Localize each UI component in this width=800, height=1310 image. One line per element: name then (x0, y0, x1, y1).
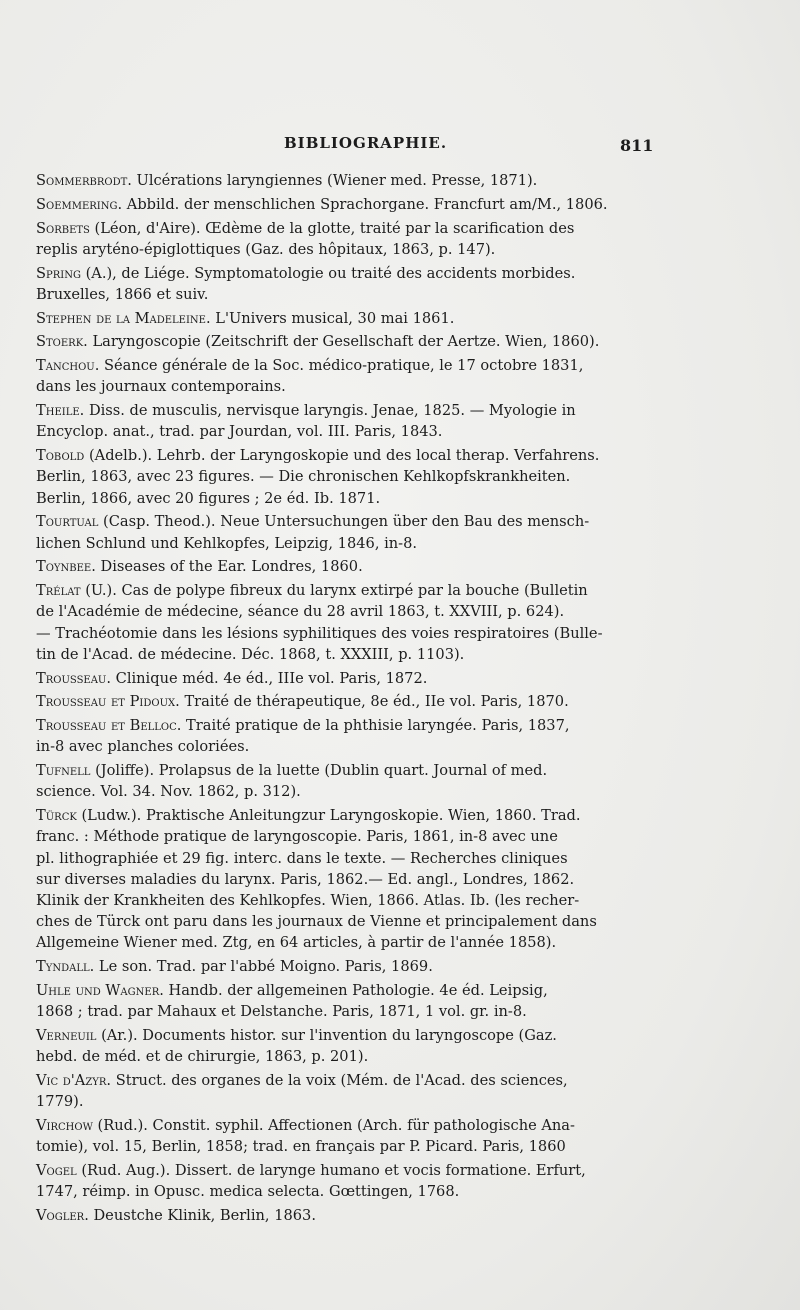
entry-text: (Adelb.). Lehrb. der Laryngoskopie und des local therap. Verfahrens. (88, 447, 600, 465)
entry-line (36, 932, 658, 953)
entry-author: Sommerbrodt. (36, 172, 132, 189)
entry-author: Tobold (36, 447, 85, 465)
entry-text: 1868 ; trad. par Mahaux et Delstanche. Paris, 1871, 1 vol. gr. in-8. (36, 1003, 527, 1021)
entry-author: Toynbee. (36, 558, 96, 576)
entry-author: Vogler. (36, 1207, 89, 1224)
bibliography-entry (36, 1025, 658, 1067)
bibliography-entry (36, 580, 658, 665)
bibliography-entry (36, 445, 658, 509)
entry-text: Klinik der Krankheiten des Kehlkopfes. Wien, 1866. Atlas. Ib. (les recher- (36, 892, 580, 909)
bibliography-entry (36, 668, 658, 689)
entry-line (36, 715, 658, 736)
entry-author: Trousseau et Pidoux. (36, 693, 180, 711)
entry-text: Struct. des organes de la voix (Mém. de l'Acad. des sciences, (115, 1072, 568, 1089)
entry-text: Diseases of the Ear. Londres, 1860. (100, 558, 363, 576)
entry-author: Vogel (36, 1162, 77, 1179)
entry-author: Spring (36, 264, 81, 282)
entry-line (36, 284, 658, 305)
bibliography-entry (36, 956, 658, 977)
entry-text: Clinique méd. 4e éd., IIIe vol. Paris, 1872. (115, 669, 428, 687)
entry-author: Tyndall. (36, 958, 95, 976)
entry-line (36, 239, 658, 260)
entry-text: hebd. de méd. et de chirurgie, 1863, p. 201). (36, 1048, 369, 1066)
entry-line (36, 1160, 658, 1181)
entry-author: Tanchou. (36, 357, 100, 375)
bibliography-entry (36, 1070, 658, 1112)
entry-text: Encyclop. anat., trad. par Jourdan, vol. III. Paris, 1843. (36, 423, 443, 441)
entry-text: (Ludw.). Praktische Anleitungzur Laryngoskopie. Wien, 1860. Trad. (81, 807, 581, 825)
entry-line (36, 1181, 658, 1202)
entry-line (36, 623, 658, 644)
entry-text: — Trachéotomie dans les lésions syphilitiques des voies respiratoires (Bulle- (36, 624, 603, 642)
bibliography-entry (36, 805, 658, 953)
entry-author: Soemmering. (36, 195, 123, 213)
entry-text: Deustche Klinik, Berlin, 1863. (93, 1207, 316, 1224)
entry-text: de l'Académie de médecine, séance du 28 avril 1863, t. XXVIII, p. 624). (36, 603, 565, 621)
entry-line (36, 1001, 658, 1022)
entry-author: Trousseau. (36, 669, 112, 687)
entry-author: Türck (36, 807, 77, 825)
entry-text: ches de Türck ont paru dans les journaux de Vienne et principalement dans (36, 913, 597, 931)
entry-text: 1779). (36, 1093, 84, 1111)
entry-line (36, 218, 658, 239)
bibliography-entry (36, 1205, 658, 1226)
entry-line (36, 956, 658, 977)
entry-text: Handb. der allgemeinen Pathologie. 4e éd. Leipsig, (168, 982, 548, 999)
entry-line (36, 1070, 658, 1091)
entry-line (36, 263, 658, 284)
entry-author: Virchow (36, 1117, 93, 1134)
entry-line (36, 533, 658, 554)
entry-line (36, 1115, 658, 1136)
entry-text: Le son. Trad. par l'abbé Moigno. Paris, 1869. (98, 958, 433, 976)
entry-line (36, 511, 658, 532)
entry-line (36, 760, 658, 781)
entry-line (36, 400, 658, 421)
entry-text: (Rud. Aug.). Dissert. de larynge humano et vocis formatione. Erfurt, (81, 1162, 586, 1179)
entry-line (36, 1136, 658, 1157)
entry-text: Berlin, 1866, avec 20 figures ; 2e éd. Ib. 1871. (36, 489, 381, 507)
entry-author: Stoerk. (36, 333, 88, 351)
entry-author: Sorbets (36, 219, 90, 237)
running-header (36, 134, 656, 158)
entry-text: 1747, réimp. in Opusc. medica selecta. Gœttingen, 1768. (36, 1183, 460, 1201)
entry-text: Traité pratique de la phthisie laryngée. Paris, 1837, (186, 717, 570, 735)
entry-line (36, 488, 658, 509)
bibliography-entry (36, 194, 658, 215)
entry-line (36, 890, 658, 911)
entry-text: (Joliffe). Prolapsus de la luette (Dublin quart. Journal of med. (95, 762, 548, 780)
entry-text: Allgemeine Wiener med. Ztg, en 64 articles, à partir de l'année 1858). (36, 934, 557, 952)
entry-text: (Rud.). Constit. syphil. Affectionen (Arch. für pathologische Ana- (97, 1117, 575, 1134)
entry-line (36, 1046, 658, 1067)
entry-text: sur diverses maladies du larynx. Paris, 1862.— Ed. angl., Londres, 1862. (36, 870, 575, 888)
entry-text: Abbild. der menschlichen Sprachorgane. Francfurt am/M., 1806. (126, 195, 608, 213)
bibliography-entry (36, 218, 658, 260)
entry-text: dans les journaux contemporains. (36, 378, 286, 396)
bibliography-entry (36, 170, 658, 191)
bibliography-entry (36, 1160, 658, 1202)
page-title: BIBLIOGRAPHIE. (284, 134, 448, 152)
entry-line (36, 421, 658, 442)
entry-text: (Casp. Theod.). Neue Untersuchungen über den Bau des mensch- (103, 513, 590, 531)
entry-author: Tufnell (36, 762, 91, 780)
entry-line (36, 781, 658, 802)
entry-line (36, 1025, 658, 1046)
entry-text: tomie), vol. 15, Berlin, 1858; trad. en français par P. Picard. Paris, 1860 (36, 1138, 566, 1156)
entry-line (36, 194, 658, 215)
entry-line (36, 556, 658, 577)
entry-text: in-8 avec planches coloriées. (36, 738, 250, 756)
entry-line (36, 466, 658, 487)
entry-line (36, 644, 658, 665)
entry-line (36, 170, 658, 191)
entry-line (36, 355, 658, 376)
bibliography-entry (36, 760, 658, 802)
entry-text: tin de l'Acad. de médecine. Déc. 1868, t. XXXIII, p. 1103). (36, 645, 465, 663)
entry-author: Trélat (36, 582, 81, 600)
bibliography-list (36, 170, 658, 1229)
entry-author: Uhle und Wagner. (36, 982, 164, 999)
bibliography-entry (36, 980, 658, 1022)
entry-line (36, 445, 658, 466)
entry-text: (Ar.). Documents histor. sur l'invention du laryngoscope (Gaz. (101, 1027, 557, 1044)
entry-line (36, 331, 658, 352)
entry-author: Tourtual (36, 513, 99, 531)
entry-text: science. Vol. 34. Nov. 1862, p. 312). (36, 783, 301, 801)
entry-text: Ulcérations laryngiennes (Wiener med. Presse, 1871). (136, 172, 538, 189)
entry-line (36, 736, 658, 757)
entry-line (36, 691, 658, 712)
entry-line (36, 1205, 658, 1226)
entry-text: replis aryténo-épiglottiques (Gaz. des hôpitaux, 1863, p. 147). (36, 240, 496, 258)
entry-text: Bruxelles, 1866 et suiv. (36, 285, 209, 303)
entry-text: franc. : Méthode pratique de laryngoscopie. Paris, 1861, in-8 avec une (36, 828, 558, 846)
entry-line (36, 1091, 658, 1112)
entry-line (36, 869, 658, 890)
entry-text: Diss. de musculis, nervisque laryngis. Jenae, 1825. — Myologie in (88, 402, 576, 420)
bibliography-entry (36, 331, 658, 352)
entry-text: pl. lithographiée et 29 fig. interc. dans le texte. — Recherches cliniques (36, 849, 568, 867)
entry-line (36, 805, 658, 826)
entry-text: Berlin, 1863, avec 23 figures. — Die chronischen Kehlkopfskrankheiten. (36, 468, 571, 486)
entry-author: Verneuil (36, 1027, 97, 1044)
bibliography-entry (36, 400, 658, 442)
entry-author: Vic d'Azyr. (36, 1072, 112, 1089)
bibliography-entry (36, 691, 658, 712)
page-number: 811 (620, 136, 654, 155)
bibliography-entry (36, 263, 658, 305)
bibliography-entry (36, 511, 658, 553)
entry-text: (U.). Cas de polype fibreux du larynx extirpé par la bouche (Bulletin (85, 582, 588, 600)
bibliography-entry (36, 355, 658, 397)
entry-line (36, 601, 658, 622)
entry-text: (Léon, d'Aire). Œdème de la glotte, traité par la scarification des (94, 219, 575, 237)
entry-author: Stephen de la Madeleine. (36, 309, 211, 327)
entry-text: lichen Schlund und Kehlkopfes, Leipzig, 1846, in-8. (36, 534, 418, 552)
entry-author: Trousseau et Belloc. (36, 717, 182, 735)
bibliography-entry (36, 715, 658, 757)
entry-line (36, 911, 658, 932)
entry-text: Séance générale de la Soc. médico-pratique, le 17 octobre 1831, (103, 357, 584, 375)
entry-line (36, 848, 658, 869)
entry-text: Traité de thérapeutique, 8e éd., IIe vol. Paris, 1870. (184, 693, 569, 711)
entry-line (36, 580, 658, 601)
entry-line (36, 826, 658, 847)
entry-line (36, 308, 658, 329)
entry-text: (A.), de Liége. Symptomatologie ou traité des accidents morbides. (85, 264, 576, 282)
entry-line (36, 980, 658, 1001)
bibliography-entry (36, 556, 658, 577)
entry-line (36, 668, 658, 689)
bibliography-entry (36, 308, 658, 329)
entry-text: L'Univers musical, 30 mai 1861. (215, 309, 455, 327)
entry-line (36, 376, 658, 397)
entry-text: Laryngoscopie (Zeitschrift der Gesellschaft der Aertze. Wien, 1860). (92, 333, 600, 351)
bibliography-entry (36, 1115, 658, 1157)
entry-author: Theile. (36, 402, 85, 420)
